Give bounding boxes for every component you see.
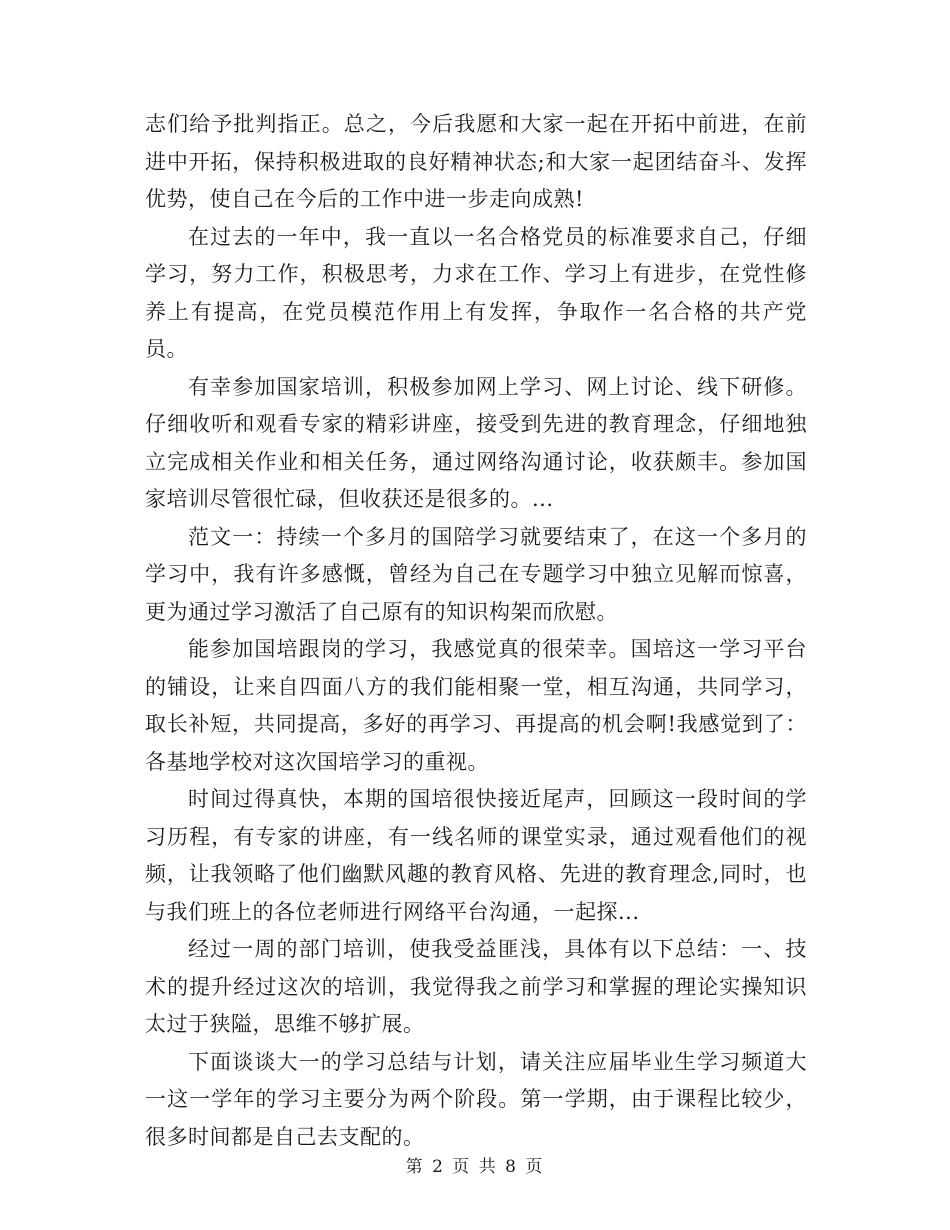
paragraph-2: 在过去的一年中，我一直以一名合格党员的标准要求自己，仔细学习，努力工作，积极思考，力求在工作、学习上有进步，在党性修养上有提高，在党员模范作用上有发挥，争取作一名合格的共产党员。 (145, 224, 807, 361)
paragraph-7: 经过一周的部门培训，使我受益匪浅，具体有以下总结：一、技术的提升经过这次的培训，我觉得我之前学习和掌握的理论实操知识太过于狭隘，思维不够扩展。 (145, 937, 807, 1036)
document-body (145, 106, 807, 1156)
paragraph-1: 志们给予批判指正。总之，今后我愿和大家一起在开拓中前进，在前进中开拓，保持积极进取的良好精神状态;和大家一起团结奋斗、发挥优势，使自己在今后的工作中进一步走向成熟! (145, 112, 807, 211)
paragraph-5: 能参加国培跟岗的学习，我感觉真的很荣幸。国培这一学习平台的铺设，让来自四面八方的我们能相聚一堂，相互沟通，共同学习，取长补短，共同提高，多好的再学习、再提高的机会啊!我感觉到了：各基地学校对这次国培学习的重视。 (145, 637, 807, 774)
paragraph-3: 有幸参加国家培训，积极参加网上学习、网上讨论、线下研修。仔细收听和观看专家的精彩讲座，接受到先进的教育理念，仔细地独立完成相关作业和相关任务，通过网络沟通讨论，收获颇丰。参加国家培训尽管很忙碌，但收获还是很多的。... (145, 374, 807, 511)
page-number-footer: 第 2 页 共 8 页 (405, 1157, 545, 1177)
paragraph-8: 下面谈谈大一的学习总结与计划，请关注应届毕业生学习频道大一这一学年的学习主要分为两个阶段。第一学期，由于课程比较少，很多时间都是自己去支配的。 (145, 1049, 807, 1149)
paragraph-6: 时间过得真快，本期的国培很快接近尾声，回顾这一段时间的学习历程，有专家的讲座，有一线名师的课堂实录，通过观看他们的视频，让我领略了他们幽默风趣的教育风格、先进的教育理念,同时，也与我们班上的各位老师进行网络平台沟通，一起探... (145, 787, 807, 924)
paragraph-4: 范文一：持续一个多月的国陪学习就要结束了，在这一个多月的学习中，我有许多感慨，曾经为自己在专题学习中独立见解而惊喜，更为通过学习激活了自己原有的知识构架而欣慰。 (145, 524, 807, 624)
